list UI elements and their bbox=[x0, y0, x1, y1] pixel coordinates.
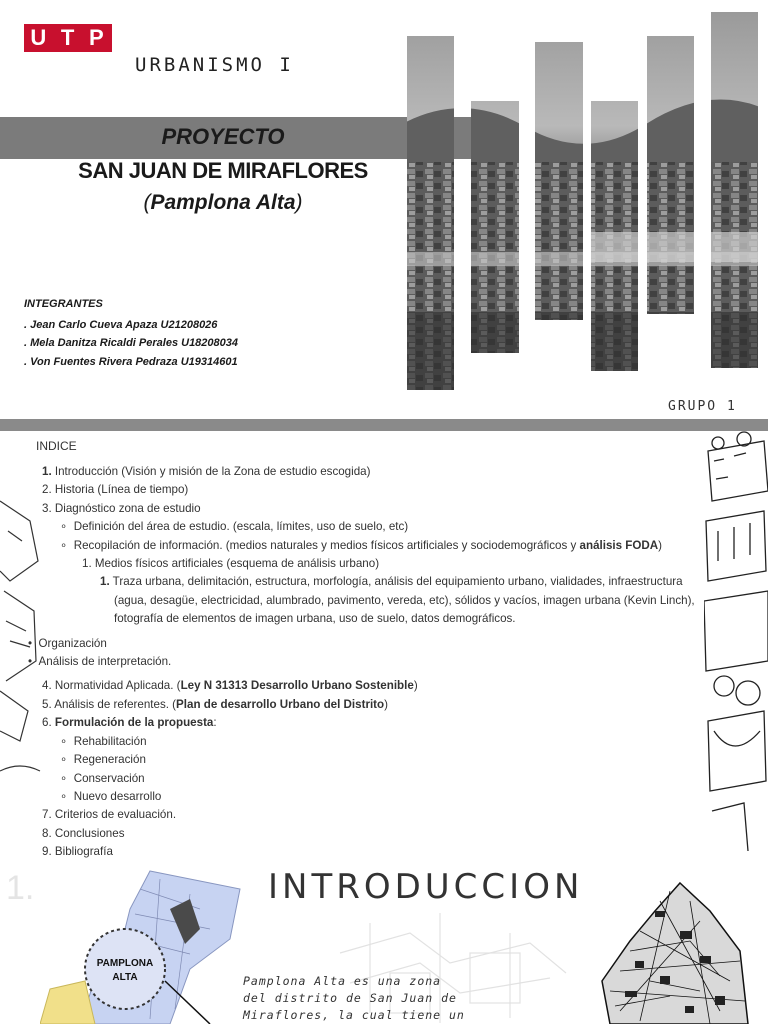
index-item-1-text: Introducción (Visión y misión de la Zona de estudio escogida) bbox=[51, 465, 371, 478]
index-item-6b-text: Regeneración bbox=[73, 753, 146, 767]
index-item-4-bold: Ley N 31313 Desarrollo Urbano Sostenible bbox=[180, 679, 414, 693]
index-item-3b1a bbox=[42, 573, 712, 591]
index-item-6-bold: Formulación de la propuesta bbox=[54, 716, 214, 730]
index-item-3b1a-line3: fotografía de elementos de imagen urbana, uso de suelo, datos demográficos. bbox=[114, 612, 516, 626]
course-title: URBANISMO I bbox=[135, 54, 294, 76]
index-item-3b1a-line2: (agua, desagüe, electricidad, alumbrado, pavimento, vereda, etc), sólidos y vacíos, imagen urbana (Kevin Linch), bbox=[114, 593, 695, 607]
index-item-5-text: 5. Análisis de referentes. ( bbox=[42, 697, 177, 711]
intro-text-line-3: Miraflores, la cual tiene un bbox=[243, 1008, 465, 1022]
intro-section-number: 1. bbox=[6, 869, 35, 907]
index-item-5-bold: Plan de desarrollo Urbano del Distrito bbox=[176, 697, 385, 711]
index-bullet-analisis-text: Análisis de interpretación. bbox=[38, 655, 172, 669]
index-item-3b1a-number: 1. bbox=[100, 575, 110, 589]
subtitle-open-paren: ( bbox=[143, 191, 151, 214]
index-item-4 bbox=[42, 677, 712, 695]
subtitle-close-paren: ) bbox=[295, 191, 303, 214]
map-label-alta: ALTA bbox=[112, 972, 138, 983]
district-street-map bbox=[600, 881, 750, 1024]
index-item-3b: ∘ Recopilación de información. (medios naturales y medios físicos artificiales y sociodemográficos y análisis FODA) bbox=[60, 538, 663, 552]
cover-page bbox=[0, 0, 768, 420]
index-item-3a-text: Definición del área de estudio. (escala, límites, uso de suelo, etc) bbox=[73, 520, 409, 534]
location-map bbox=[40, 869, 250, 1024]
map-label-pamplona: PAMPLONA bbox=[96, 958, 154, 969]
project-title: SAN JUAN DE MIRAFLORES bbox=[78, 158, 368, 183]
index-item-7: 7. Criterios de evaluación. bbox=[42, 808, 177, 822]
index-item-6c: ∘ Conservación bbox=[60, 771, 145, 785]
subtitle-text: Pamplona Alta bbox=[150, 191, 296, 214]
index-bullet-organizacion: • Organización bbox=[28, 636, 107, 650]
left-sketch-decoration bbox=[0, 471, 42, 791]
index-heading: INDICE bbox=[36, 439, 77, 453]
index-item-3b1a-line1: Traza urbana, delimitación, estructura, morfología, análisis del equipamiento urbano, vialidades, infraestructura bbox=[109, 575, 683, 589]
member-2: . Mela Danitza Ricaldi Perales U18208034 bbox=[24, 337, 239, 349]
index-item-4-close: ) bbox=[413, 679, 418, 693]
utp-logo bbox=[24, 24, 112, 52]
index-item-6a: ∘ Rehabilitación bbox=[60, 734, 147, 748]
index-item-3b-bold: análisis FODA bbox=[579, 538, 659, 552]
index-list bbox=[28, 463, 712, 862]
index-item-6b: ∘ Regeneración bbox=[60, 753, 146, 767]
index-item-3b1: 1. Medios físicos artificiales (esquema de análisis urbano) bbox=[82, 557, 380, 571]
logo-letter-t: T bbox=[60, 25, 77, 50]
project-subtitle bbox=[0, 191, 446, 215]
index-page bbox=[0, 431, 768, 863]
intro-text-line-2: del distrito de San Juan de bbox=[243, 991, 457, 1005]
index-item-3a: ∘ Definición del área de estudio. (escala, límites, uso de suelo, etc) bbox=[60, 520, 409, 534]
index-item-2: 2. Historia (Línea de tiempo) bbox=[42, 483, 189, 497]
member-3: . Von Fuentes Rivera Pedraza U19314601 bbox=[24, 356, 238, 368]
index-item-1 bbox=[42, 463, 712, 481]
intro-title: INTRODUCCION bbox=[268, 867, 584, 907]
page-separator bbox=[0, 419, 768, 431]
right-sketch-decoration bbox=[704, 431, 768, 863]
index-item-6 bbox=[42, 714, 712, 732]
logo-letter-u: U bbox=[30, 25, 49, 50]
index-item-1-number: 1. bbox=[42, 465, 52, 478]
index-item-3b-close: ) bbox=[658, 538, 663, 552]
index-bullet-analisis: • Análisis de interpretación. bbox=[28, 655, 172, 669]
photo-strips bbox=[406, 12, 760, 392]
intro-text-line-1: Pamplona Alta es una zona bbox=[243, 974, 442, 988]
intro-paragraph bbox=[243, 973, 465, 1024]
index-item-3: 3. Diagnóstico zona de estudio bbox=[42, 501, 201, 515]
intro-page bbox=[0, 863, 768, 1024]
project-label: PROYECTO bbox=[161, 124, 285, 149]
index-item-6d-text: Nuevo desarrollo bbox=[73, 789, 162, 803]
index-item-6-colon: : bbox=[213, 716, 217, 730]
index-item-6a-text: Rehabilitación bbox=[73, 734, 147, 748]
index-item-6c-text: Conservación bbox=[73, 771, 145, 785]
member-1: . Jean Carlo Cueva Apaza U21208026 bbox=[24, 319, 218, 331]
index-item-5 bbox=[42, 696, 712, 714]
members-heading: INTEGRANTES bbox=[24, 298, 103, 310]
index-item-6d: ∘ Nuevo desarrollo bbox=[60, 789, 162, 803]
index-item-4-text: 4. Normatividad Aplicada. ( bbox=[42, 679, 181, 693]
index-bullet-organizacion-text: Organización bbox=[38, 636, 107, 650]
index-item-3b-text: Recopilación de información. (medios naturales y medios físicos artificiales y sociodemográficos y bbox=[73, 538, 580, 552]
index-item-5-close: ) bbox=[384, 697, 389, 711]
group-label: GRUPO 1 bbox=[668, 399, 737, 414]
index-item-8: 8. Conclusiones bbox=[42, 826, 125, 840]
logo-letter-p: P bbox=[88, 25, 106, 50]
index-item-6-number: 6. bbox=[42, 716, 52, 730]
index-item-9: 9. Bibliografía bbox=[42, 845, 113, 859]
